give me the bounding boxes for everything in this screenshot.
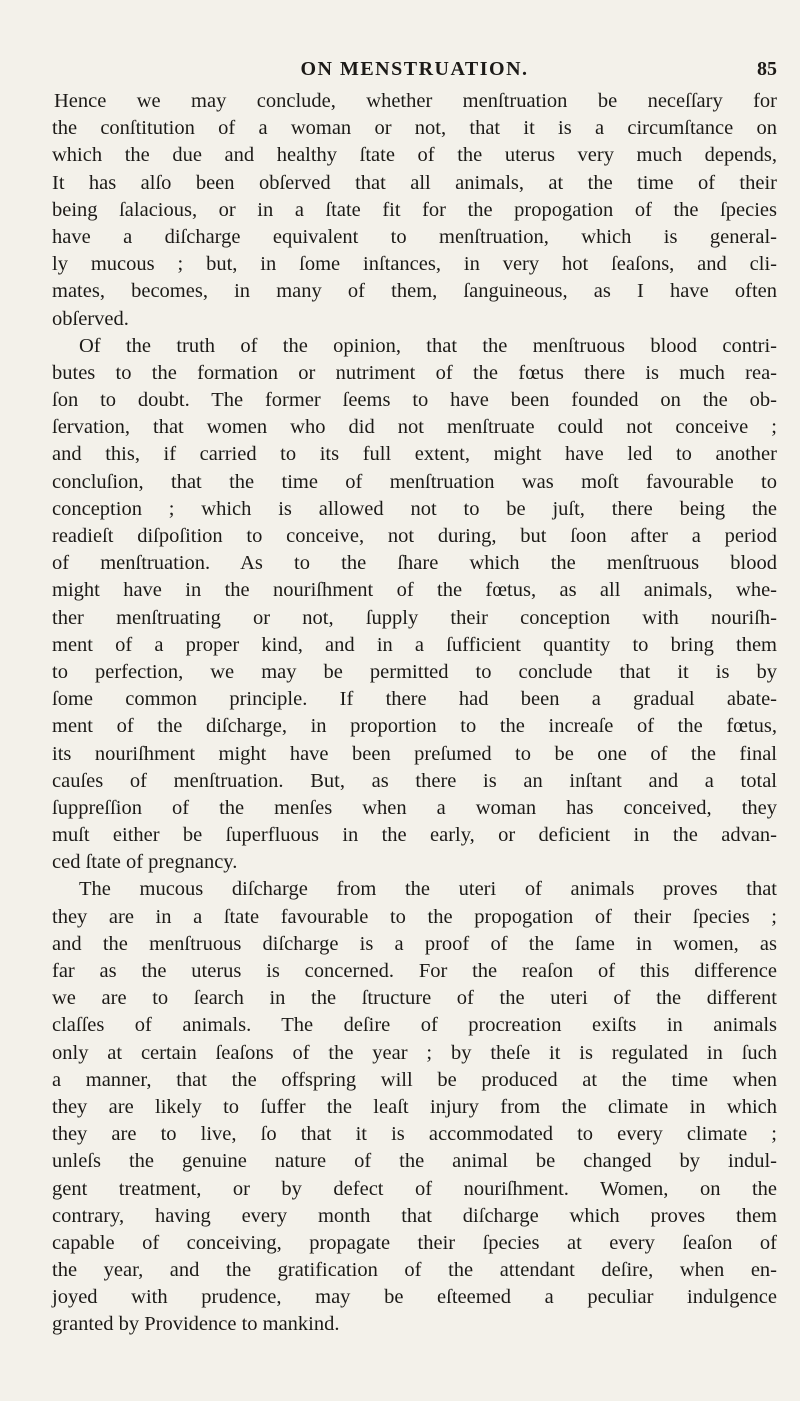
text-line: far as the uterus is concerned. For the reaſon of this difference [52,960,777,982]
text-line: a manner, that the offspring will be produced at the time when [52,1068,777,1091]
text-line: muſt either be ſuperfluous in the early, or deficient in the advan- [52,824,777,847]
running-head: ON MENSTRUATION. [300,58,529,80]
text-line: of menſtruation. As to the ſhare which the menſtruous blood [52,552,777,575]
text-line: the year, and the gratification of the attendant deſire, when en- [52,1259,777,1282]
text-line: mates, becomes, in many of them, ſanguineous, as I have often [52,280,777,303]
text-line: ment of the diſcharge, in proportion to the increaſe of the fœtus, [52,715,777,738]
text-line: conception ; which is allowed not to be juſt, there being the [52,497,777,520]
text-line: being ſalacious, or in a ſtate fit for the propogation of the ſpecies [52,198,777,221]
text-line: might have in the nouriſhment of the fœtus, as all animals, whe- [52,579,777,602]
text-line: capable of conceiving, propagate their ſpecies at every ſeaſon of [52,1231,777,1254]
text-line: concluſion, that the time of menſtruation was moſt favourable to [52,470,777,493]
text-line: they are in a ſtate favourable to the propogation of their ſpecies ; [52,905,777,928]
text-line: ſervation, that women who did not menſtruate could not conceive ; [52,416,777,439]
text-line: readieſt diſpoſition to conceive, not during, but ſoon after a period [52,525,777,547]
text-line: to perfection, we may be permitted to conclude that it is by [52,660,777,683]
text-line: unleſs the genuine nature of the animal be changed by indul- [52,1150,777,1173]
text-line: only at certain ſeaſons of the year ; by theſe it is regulated in ſuch [52,1041,777,1064]
text-line: joyed with prudence, may be eſteemed a peculiar indulgence [52,1286,777,1309]
text-line: butes to the formation or nutriment of the fœtus there is much rea- [52,361,777,384]
text-line: we are to ſearch in the ſtructure of the uteri of the different [52,987,777,1010]
body-text [52,88,777,1339]
text-line: Of the truth of the opinion, that the menſtruous blood contri- [79,334,777,357]
text-line: It has alſo been obſerved that all animals, at the time of their [52,171,777,194]
text-line: ſon to doubt. The former ſeems to have been founded on the ob- [52,389,777,412]
text-line: its nouriſhment might have been preſumed to be one of the final [52,742,777,765]
text-line: claſſes of animals. The deſire of procreation exiſts in animals [52,1014,777,1037]
text-line: Hence we may conclude, whether menſtruation be neceſſary for [54,90,777,112]
text-line: obſerved. [52,307,129,330]
text-line: they are to live, ſo that it is accommodated to every climate ; [52,1123,777,1146]
text-line: ſuppreſſion of the menſes when a woman has conceived, they [52,796,777,819]
text-line: gent treatment, or by defect of nouriſhment. Women, on the [52,1177,777,1200]
text-line: which the due and healthy ſtate of the uterus very much depends, [52,144,777,167]
text-line: and the menſtruous diſcharge is a proof of the ſame in women, as [52,932,777,955]
text-line: cauſes of menſtruation. But, as there is an inſtant and a total [52,769,777,792]
text-line: the conſtitution of a woman or not, that it is a circumſtance on [52,117,777,140]
page-header [52,58,777,88]
text-line: and this, if carried to its full extent, might have led to another [52,443,777,466]
text-line: granted by Providence to mankind. [52,1313,340,1336]
text-line: The mucous diſcharge from the uteri of animals proves that [79,878,777,901]
text-line: ther menſtruating or not, ſupply their conception with nouriſh- [52,606,777,629]
text-line: ced ſtate of pregnancy. [52,851,238,874]
text-line: contrary, having every month that diſcharge which proves them [52,1204,777,1227]
page-number: 85 [757,58,777,80]
text-line: ly mucous ; but, in ſome inſtances, in very hot ſeaſons, and cli- [52,253,777,276]
text-line: they are likely to ſuffer the leaſt injury from the climate in which [52,1095,777,1118]
text-line: have a diſcharge equivalent to menſtruation, which is general- [52,225,777,248]
text-line: ſome common principle. If there had been a gradual abate- [52,688,777,711]
text-line: ment of a proper kind, and in a ſufficient quantity to bring them [52,633,777,656]
